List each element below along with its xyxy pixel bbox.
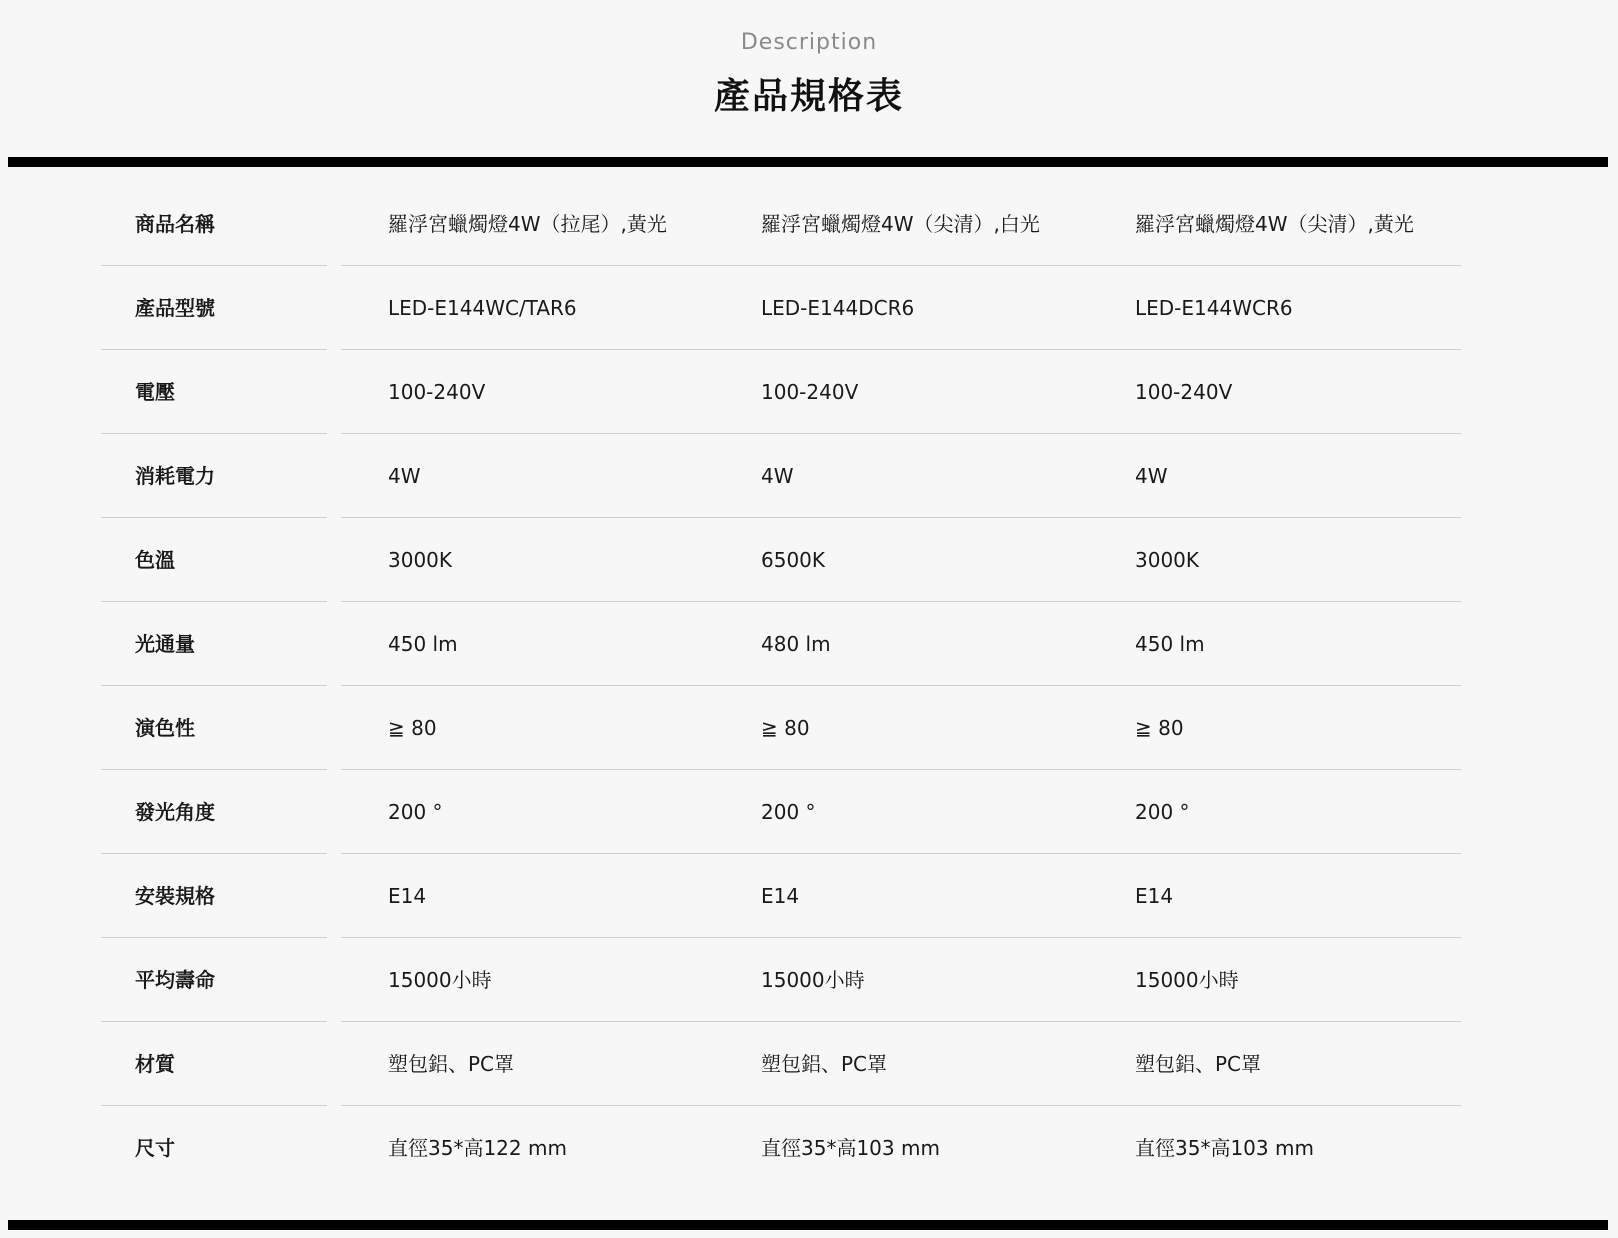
row-label: 演色性 <box>135 716 195 740</box>
table-row <box>0 770 1618 854</box>
table-row <box>0 938 1618 1022</box>
table-cell: 3000K <box>388 548 453 572</box>
table-cell: E14 <box>388 884 427 908</box>
table-cell: 450 lm <box>1135 632 1205 656</box>
table-cell: 450 lm <box>388 632 458 656</box>
table-row <box>0 518 1618 602</box>
table-cell: 塑包鋁、PC罩 <box>388 1052 515 1076</box>
table-cell: 200 ° <box>761 800 816 824</box>
table-cell: 100-240V <box>1135 380 1233 404</box>
table-row <box>0 434 1618 518</box>
table-row <box>0 350 1618 434</box>
table-cell: 15000小時 <box>1135 968 1239 992</box>
table-cell: 羅浮宮蠟燭燈4W（拉尾）,黃光 <box>388 212 667 236</box>
table-cell: 200 ° <box>388 800 443 824</box>
table-row <box>0 602 1618 686</box>
section-subtitle: Description <box>740 30 878 55</box>
table-row <box>0 1106 1618 1190</box>
table-cell: 直徑35*高103 mm <box>761 1136 940 1160</box>
row-label: 材質 <box>135 1052 175 1076</box>
table-cell: 100-240V <box>388 380 486 404</box>
table-cell: 直徑35*高122 mm <box>388 1136 567 1160</box>
row-label: 發光角度 <box>135 800 215 824</box>
row-label: 尺寸 <box>135 1136 175 1160</box>
table-cell: 6500K <box>761 548 826 572</box>
table-cell: LED-E144DCR6 <box>761 296 915 320</box>
table-cell: 4W <box>1135 464 1168 488</box>
table-cell: E14 <box>1135 884 1174 908</box>
page-title: 產品規格表 <box>713 76 904 117</box>
row-label: 產品型號 <box>135 296 215 320</box>
table-cell: 羅浮宮蠟燭燈4W（尖清）,黃光 <box>1135 212 1414 236</box>
table-cell: 4W <box>761 464 794 488</box>
spec-table <box>0 182 1618 1190</box>
row-label: 安裝規格 <box>135 884 215 908</box>
row-label: 色溫 <box>135 548 175 572</box>
table-cell: LED-E144WCR6 <box>1135 296 1293 320</box>
top-divider <box>8 157 1608 167</box>
row-label: 消耗電力 <box>135 464 215 488</box>
table-cell: ≧ 80 <box>388 716 437 740</box>
table-cell: 15000小時 <box>388 968 492 992</box>
table-cell: E14 <box>761 884 800 908</box>
row-label: 平均壽命 <box>135 968 215 992</box>
table-row <box>0 854 1618 938</box>
bottom-divider <box>8 1220 1608 1230</box>
table-cell: 直徑35*高103 mm <box>1135 1136 1314 1160</box>
row-label: 電壓 <box>135 380 175 404</box>
table-cell: LED-E144WC/TAR6 <box>388 296 577 320</box>
table-cell: 羅浮宮蠟燭燈4W（尖清）,白光 <box>761 212 1040 236</box>
table-cell: 塑包鋁、PC罩 <box>1135 1052 1262 1076</box>
table-row <box>0 1022 1618 1106</box>
table-row <box>0 182 1618 266</box>
row-label: 光通量 <box>135 632 195 656</box>
table-cell: 3000K <box>1135 548 1200 572</box>
table-cell: 100-240V <box>761 380 859 404</box>
table-cell: ≧ 80 <box>761 716 810 740</box>
table-cell: 塑包鋁、PC罩 <box>761 1052 888 1076</box>
table-row <box>0 686 1618 770</box>
table-cell: 4W <box>388 464 421 488</box>
table-cell: 480 lm <box>761 632 831 656</box>
table-row <box>0 266 1618 350</box>
table-cell: 15000小時 <box>761 968 865 992</box>
table-cell: ≧ 80 <box>1135 716 1184 740</box>
table-cell: 200 ° <box>1135 800 1190 824</box>
row-label: 商品名稱 <box>135 212 215 236</box>
